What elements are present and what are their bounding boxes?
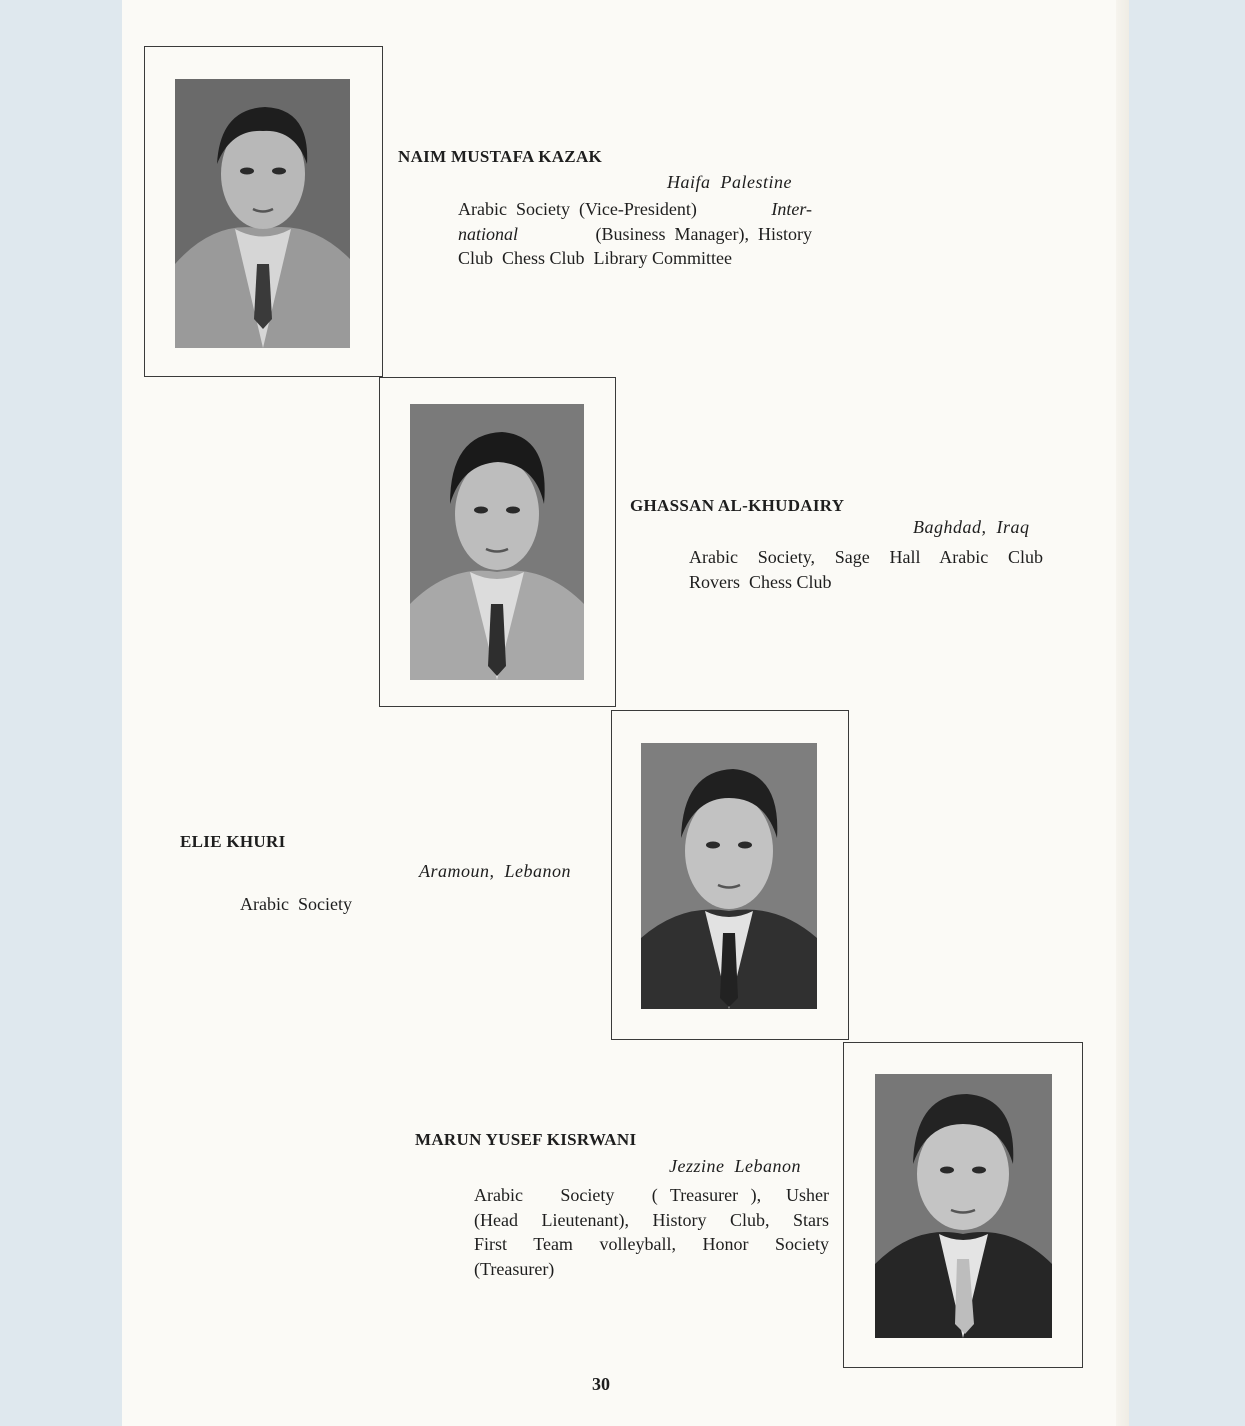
activities-line: Arabic Society (Vice-President) xyxy=(458,199,697,219)
activities-text xyxy=(689,545,1043,594)
activities-line: Arabic Society ( Treasurer ), Usher xyxy=(474,1185,829,1205)
activities-line: Arabic Society xyxy=(240,894,352,914)
student-name: ELIE KHURI xyxy=(180,832,286,851)
student-name: MARUN YUSEF KISRWANI xyxy=(415,1130,637,1149)
hometown: Jezzine Lebanon xyxy=(669,1156,801,1176)
student-name: NAIM MUSTAFA KAZAK xyxy=(398,147,603,166)
activities-text xyxy=(240,892,440,917)
page-edge xyxy=(1116,0,1129,1426)
page-number: 30 xyxy=(592,1374,610,1394)
activities-line: Arabic Society, Sage Hall Arabic Club xyxy=(689,547,1043,567)
hometown: Haifa Palestine xyxy=(667,172,792,192)
activities-text xyxy=(458,197,812,271)
activities-line: First Team volleyball, Honor Society xyxy=(474,1234,829,1254)
activities-line-italic: national xyxy=(458,223,519,244)
activities-line-italic: Inter- xyxy=(771,199,812,219)
student-name: GHASSAN AL-KHUDAIRY xyxy=(630,496,845,515)
portrait-photo-kisrwani xyxy=(875,1074,1052,1338)
portrait-photo-khuri xyxy=(641,743,817,1009)
portrait-photo-khudairy xyxy=(410,404,584,680)
hometown: Aramoun, Lebanon xyxy=(419,861,571,881)
activities-line: (Treasurer) xyxy=(474,1258,555,1279)
hometown: Baghdad, Iraq xyxy=(913,517,1030,537)
activities-line: Club Chess Club Library Committee xyxy=(458,248,732,268)
activities-line: (Business Manager), History xyxy=(595,223,812,244)
portrait-photo-kazak xyxy=(175,79,350,348)
activities-text xyxy=(474,1183,829,1281)
activities-line: Rovers Chess Club xyxy=(689,571,832,592)
activities-line: (Head Lieutenant), History Club, Stars xyxy=(474,1209,829,1230)
